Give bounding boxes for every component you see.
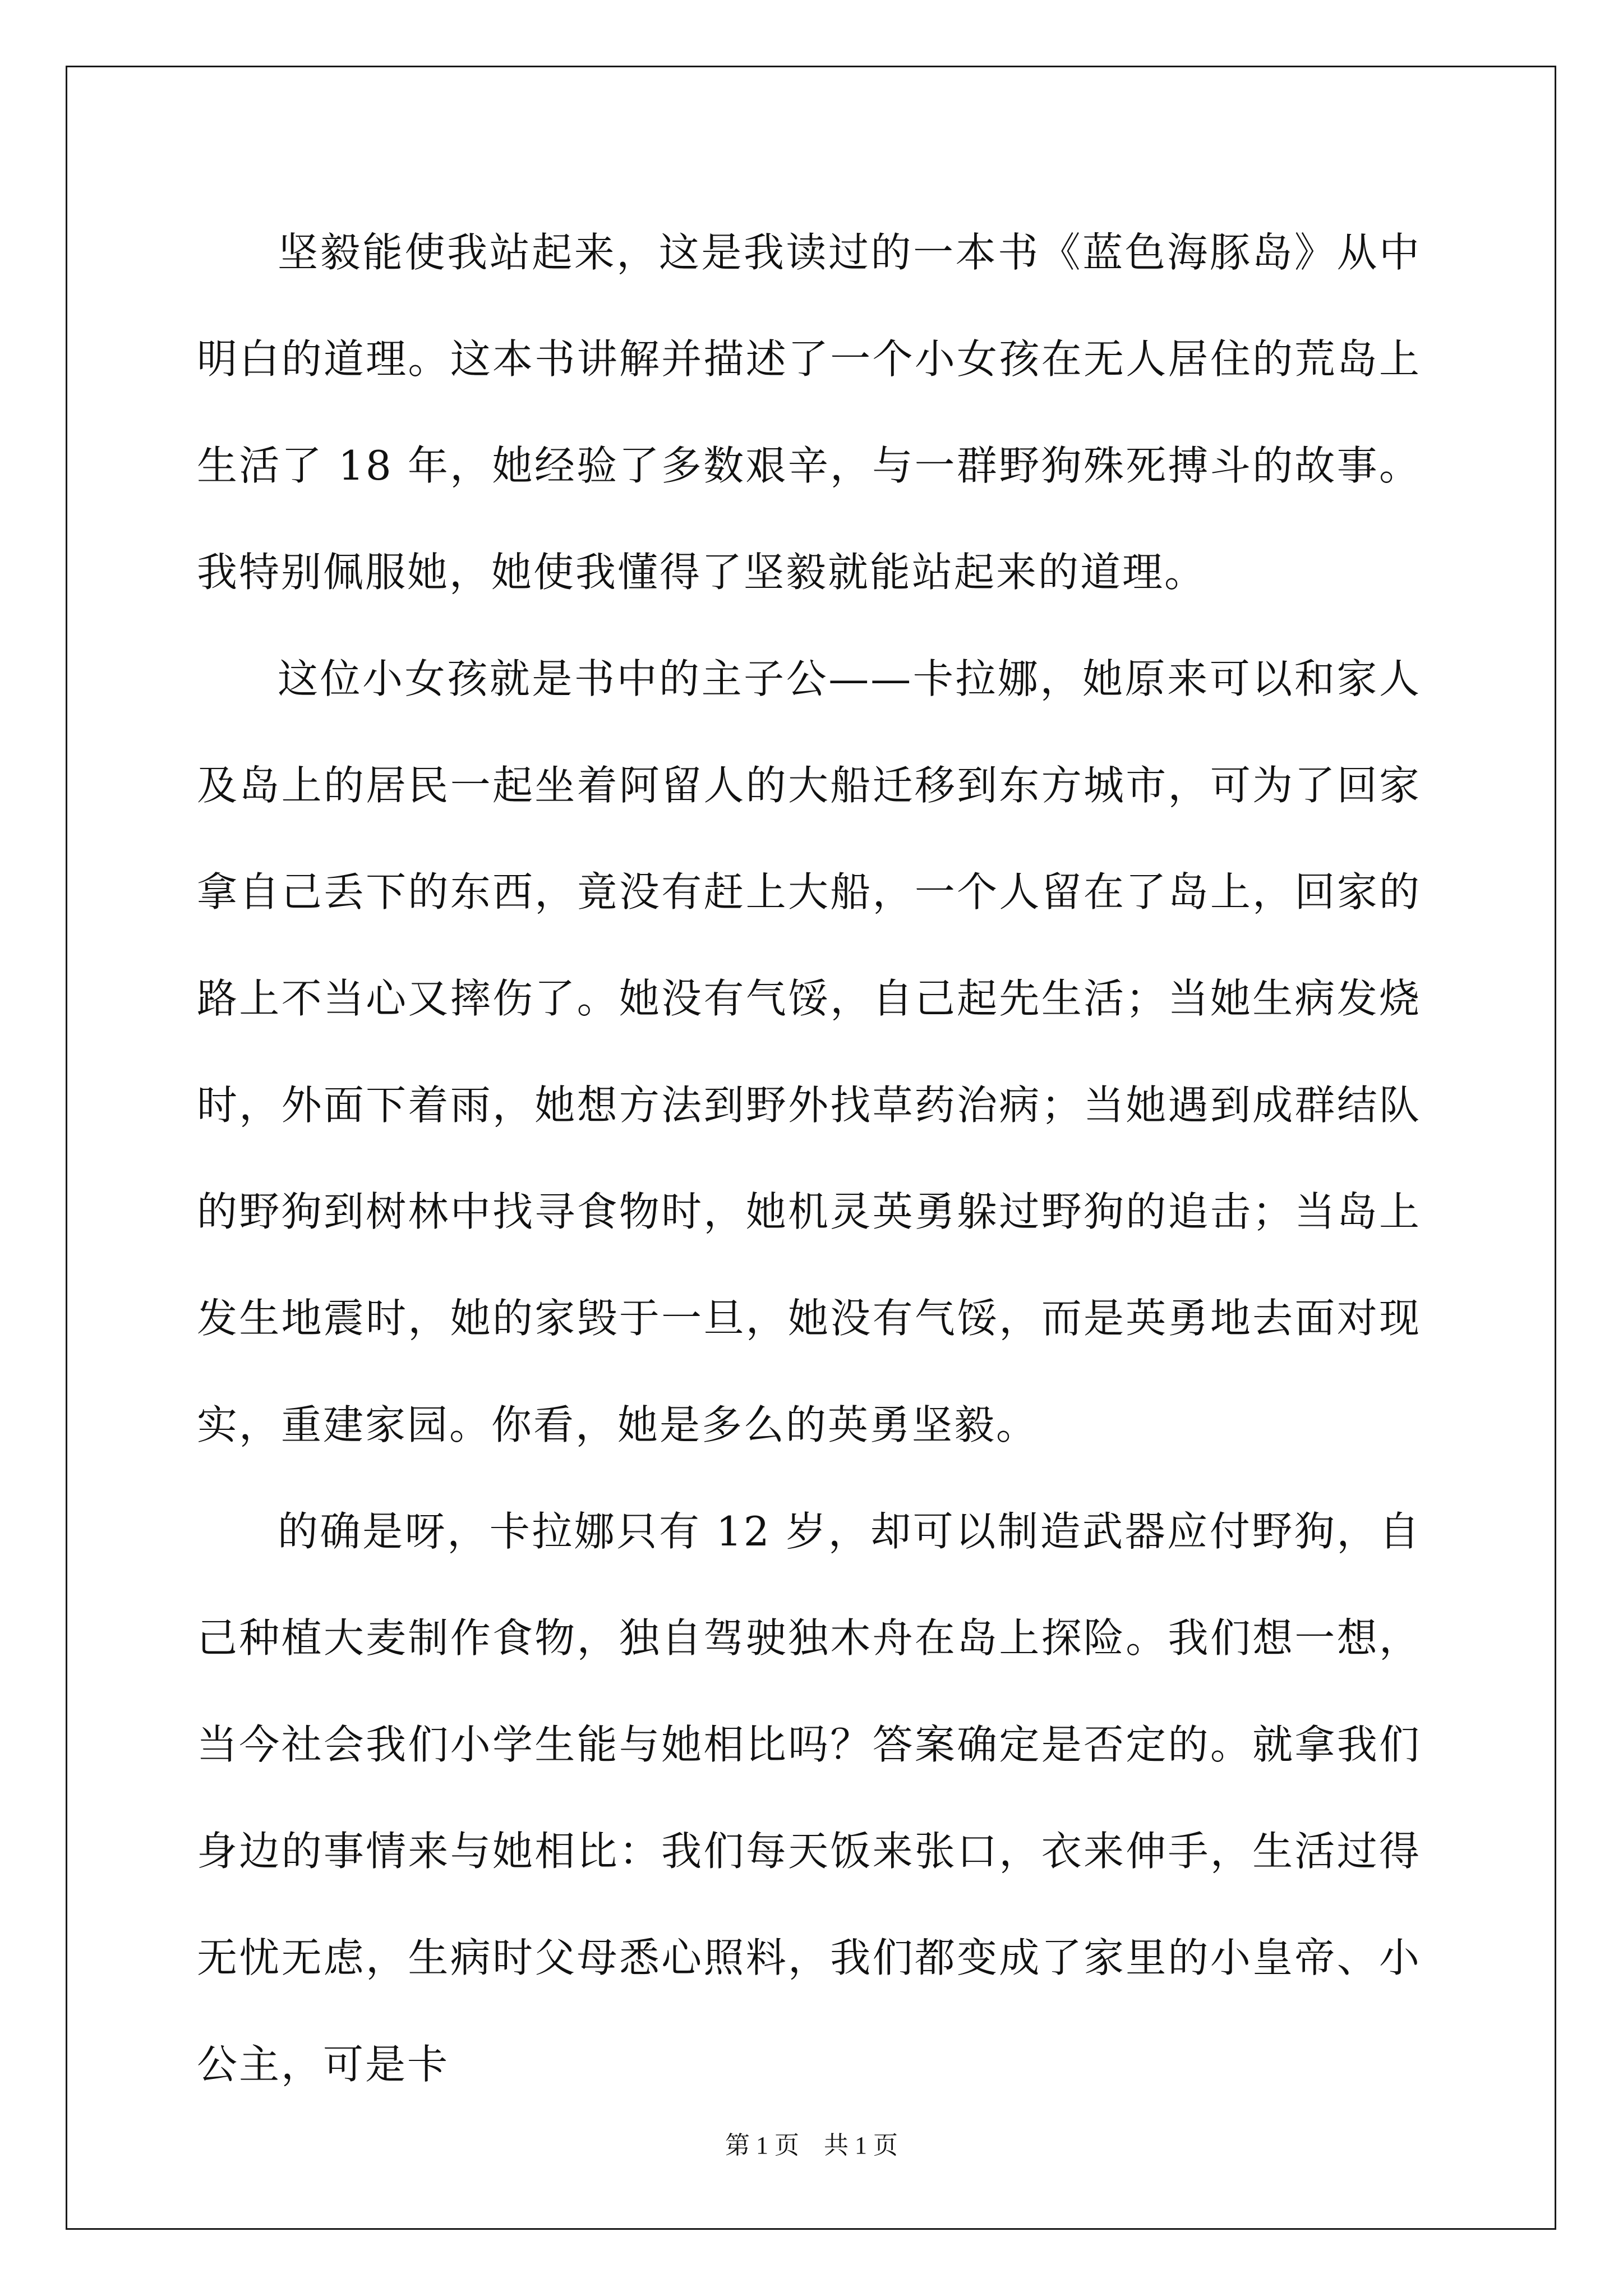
paragraph-1: 坚毅能使我站起来，这是我读过的一本书《蓝色海豚岛》从中明白的道理。这本书讲解并描述了一个小女孩在无人居住的荒岛上生活了 18 年，她经验了多数艰辛，与一群野狗殊死搏斗的故事。我特别佩服她，她使我懂得了坚毅就能站起来的道理。 [197,229,1421,596]
page-footer: 第 1 页 共 1 页 [725,2132,898,2159]
paragraph-3: 的确是呀，卡拉娜只有 12 岁，却可以制造武器应付野狗，自己种植大麦制作食物，独自驾驶独木舟在岛上探险。我们想一想，当今社会我们小学生能与她相比吗？答案确定是否定的。就拿我们身边的事情来与她相比：我们每天饭来张口，衣来伸手，生活过得无忧无虑，生病时父母悉心照料，我们都变成了家里的小皇帝、小公主，可是卡 [197,1508,1421,2088]
paragraph-2: 这位小女孩就是书中的主子公——卡拉娜，她原来可以和家人及岛上的居民一起坐着阿留人的大船迁移到东方城市，可为了回家拿自己丢下的东西，竟没有赶上大船，一个人留在了岛上，回家的路上不当心又摔伤了。她没有气馁，自己起先生活；当她生病发烧时，外面下着雨，她想方法到野外找草药治病；当她遇到成群结队的野狗到树林中找寻食物时，她机灵英勇躲过野狗的追击；当岛上发生地震时，她的家毁于一旦，她没有气馁，而是英勇地去面对现实，重建家园。你看，她是多么的英勇坚毅。 [197,655,1421,1448]
essay-body [197,199,1421,2118]
